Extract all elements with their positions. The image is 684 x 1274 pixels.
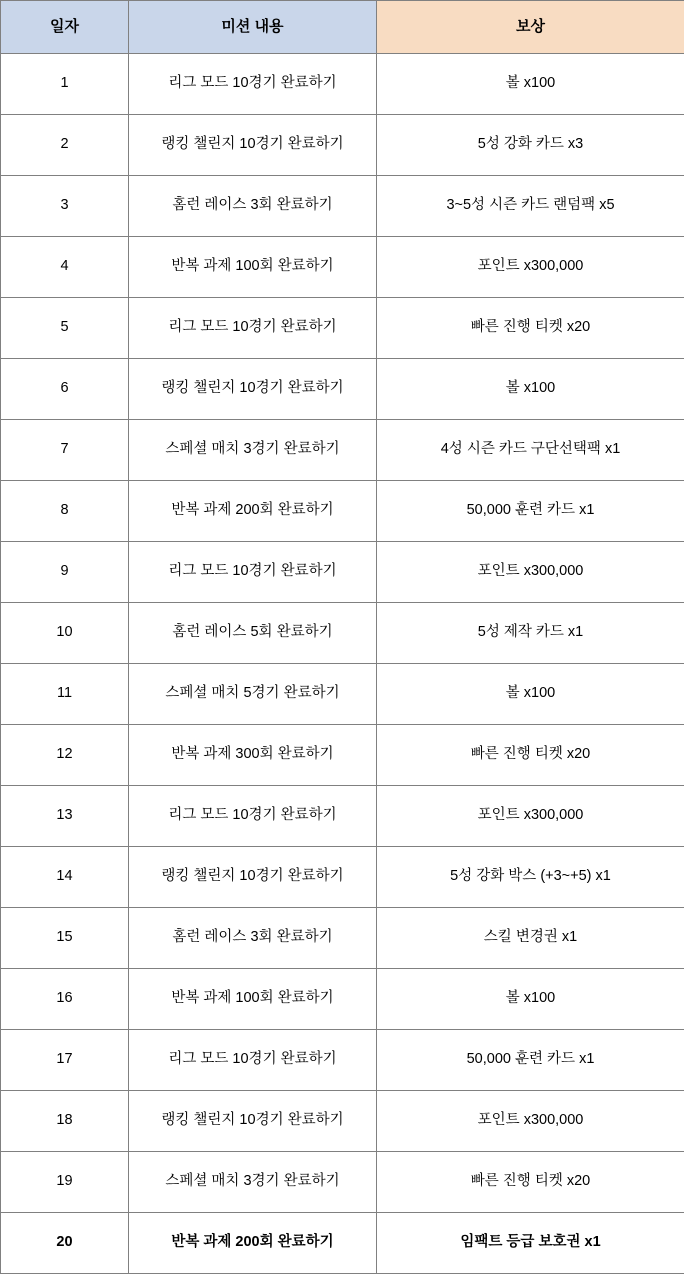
cell-mission: 랭킹 챌린지 10경기 완료하기 [129,359,377,420]
cell-reward: 볼 x100 [377,359,684,420]
cell-mission: 랭킹 챌린지 10경기 완료하기 [129,1091,377,1152]
cell-mission: 홈런 레이스 5회 완료하기 [129,603,377,664]
cell-mission: 리그 모드 10경기 완료하기 [129,786,377,847]
table-header-row [1,1,684,54]
table-row [1,908,684,969]
cell-reward: 빠른 진행 티켓 x20 [377,725,684,786]
table-row [1,725,684,786]
cell-mission: 스페셜 매치 3경기 완료하기 [129,1152,377,1213]
cell-day: 19 [1,1152,129,1213]
cell-mission: 랭킹 챌린지 10경기 완료하기 [129,847,377,908]
table-row [1,786,684,847]
table-row [1,603,684,664]
cell-reward: 4성 시즌 카드 구단선택팩 x1 [377,420,684,481]
table-row [1,176,684,237]
cell-day: 1 [1,54,129,115]
cell-day: 16 [1,969,129,1030]
cell-day: 6 [1,359,129,420]
cell-mission: 반복 과제 100회 완료하기 [129,969,377,1030]
cell-mission: 리그 모드 10경기 완료하기 [129,542,377,603]
cell-reward: 포인트 x300,000 [377,786,684,847]
cell-mission: 리그 모드 10경기 완료하기 [129,54,377,115]
table-row [1,1091,684,1152]
table-row [1,1152,684,1213]
table-row [1,115,684,176]
cell-day: 7 [1,420,129,481]
cell-mission: 반복 과제 200회 완료하기 [129,1213,377,1274]
cell-day: 18 [1,1091,129,1152]
cell-mission: 홈런 레이스 3회 완료하기 [129,908,377,969]
cell-reward: 5성 제작 카드 x1 [377,603,684,664]
cell-reward: 5성 강화 박스 (+3~+5) x1 [377,847,684,908]
table-row [1,237,684,298]
cell-reward: 포인트 x300,000 [377,1091,684,1152]
table-row [1,969,684,1030]
cell-day: 2 [1,115,129,176]
table-row [1,847,684,908]
cell-day: 10 [1,603,129,664]
column-header-reward: 보상 [377,1,684,54]
cell-reward: 볼 x100 [377,54,684,115]
table-header [1,1,684,54]
table-body [1,54,684,1274]
cell-day: 17 [1,1030,129,1091]
cell-reward: 50,000 훈련 카드 x1 [377,1030,684,1091]
cell-day: 14 [1,847,129,908]
cell-day: 12 [1,725,129,786]
cell-reward: 빠른 진행 티켓 x20 [377,1152,684,1213]
cell-reward: 임팩트 등급 보호권 x1 [377,1213,684,1274]
table-row [1,1213,684,1274]
cell-mission: 리그 모드 10경기 완료하기 [129,298,377,359]
cell-reward: 50,000 훈련 카드 x1 [377,481,684,542]
table-row [1,542,684,603]
cell-day: 3 [1,176,129,237]
cell-reward: 볼 x100 [377,969,684,1030]
cell-mission: 홈런 레이스 3회 완료하기 [129,176,377,237]
cell-mission: 스페셜 매치 3경기 완료하기 [129,420,377,481]
cell-reward: 포인트 x300,000 [377,237,684,298]
cell-reward: 5성 강화 카드 x3 [377,115,684,176]
cell-day: 11 [1,664,129,725]
cell-day: 9 [1,542,129,603]
cell-mission: 반복 과제 200회 완료하기 [129,481,377,542]
table-row [1,298,684,359]
table-row [1,359,684,420]
cell-day: 20 [1,1213,129,1274]
table-row [1,420,684,481]
table-row [1,664,684,725]
cell-day: 13 [1,786,129,847]
column-header-mission: 미션 내용 [129,1,377,54]
cell-reward: 포인트 x300,000 [377,542,684,603]
column-header-day: 일자 [1,1,129,54]
cell-mission: 리그 모드 10경기 완료하기 [129,1030,377,1091]
cell-day: 5 [1,298,129,359]
table-row [1,54,684,115]
cell-day: 15 [1,908,129,969]
cell-reward: 3~5성 시즌 카드 랜덤팩 x5 [377,176,684,237]
cell-day: 8 [1,481,129,542]
cell-mission: 반복 과제 100회 완료하기 [129,237,377,298]
cell-reward: 스킬 변경권 x1 [377,908,684,969]
cell-mission: 반복 과제 300회 완료하기 [129,725,377,786]
table-row [1,481,684,542]
cell-day: 4 [1,237,129,298]
cell-reward: 빠른 진행 티켓 x20 [377,298,684,359]
cell-reward: 볼 x100 [377,664,684,725]
cell-mission: 스페셜 매치 5경기 완료하기 [129,664,377,725]
table-row [1,1030,684,1091]
cell-mission: 랭킹 챌린지 10경기 완료하기 [129,115,377,176]
